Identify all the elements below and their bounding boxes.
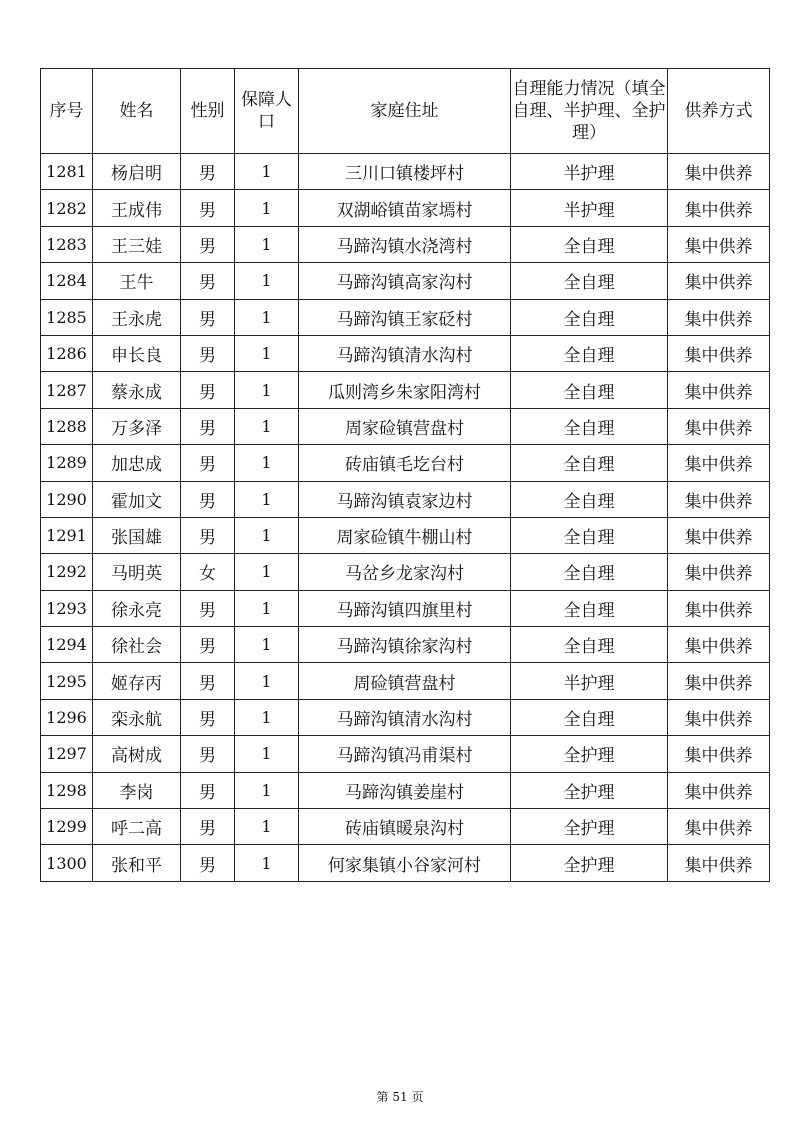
cell-covered: 1 xyxy=(235,263,299,299)
cell-name: 万多泽 xyxy=(93,408,181,444)
cell-support: 集中供养 xyxy=(668,736,770,772)
cell-gender: 男 xyxy=(181,627,235,663)
cell-address: 何家集镇小谷家河村 xyxy=(299,845,511,881)
cell-covered: 1 xyxy=(235,408,299,444)
cell-index: 1289 xyxy=(41,445,93,481)
table-row xyxy=(41,845,770,881)
header-index: 序号 xyxy=(41,69,93,154)
cell-support: 集中供养 xyxy=(668,699,770,735)
cell-support: 集中供养 xyxy=(668,226,770,262)
cell-covered: 1 xyxy=(235,372,299,408)
table-row xyxy=(41,190,770,226)
cell-index: 1281 xyxy=(41,154,93,190)
cell-ability: 全自理 xyxy=(511,481,668,517)
table-row xyxy=(41,226,770,262)
cell-covered: 1 xyxy=(235,809,299,845)
cell-ability: 全自理 xyxy=(511,263,668,299)
cell-ability: 全自理 xyxy=(511,335,668,371)
cell-ability: 全自理 xyxy=(511,517,668,553)
page-number: 第 51 页 xyxy=(376,1090,424,1104)
cell-gender: 男 xyxy=(181,772,235,808)
cell-name: 李岗 xyxy=(93,772,181,808)
cell-support: 集中供养 xyxy=(668,845,770,881)
table-row xyxy=(41,445,770,481)
cell-name: 申长良 xyxy=(93,335,181,371)
cell-address: 三川口镇楼坪村 xyxy=(299,154,511,190)
cell-covered: 1 xyxy=(235,845,299,881)
cell-gender: 男 xyxy=(181,590,235,626)
cell-index: 1290 xyxy=(41,481,93,517)
cell-index: 1294 xyxy=(41,627,93,663)
cell-address: 双湖峪镇苗家墕村 xyxy=(299,190,511,226)
table-row xyxy=(41,699,770,735)
cell-support: 集中供养 xyxy=(668,372,770,408)
cell-ability: 全自理 xyxy=(511,590,668,626)
cell-gender: 男 xyxy=(181,226,235,262)
cell-index: 1295 xyxy=(41,663,93,699)
cell-covered: 1 xyxy=(235,154,299,190)
cell-address: 马岔乡龙家沟村 xyxy=(299,554,511,590)
cell-covered: 1 xyxy=(235,226,299,262)
cell-address: 马蹄沟镇王家砭村 xyxy=(299,299,511,335)
cell-name: 呼二高 xyxy=(93,809,181,845)
cell-name: 加忠成 xyxy=(93,445,181,481)
table-row xyxy=(41,154,770,190)
cell-name: 马明英 xyxy=(93,554,181,590)
cell-support: 集中供养 xyxy=(668,554,770,590)
cell-support: 集中供养 xyxy=(668,154,770,190)
cell-address: 马蹄沟镇清水沟村 xyxy=(299,335,511,371)
cell-ability: 全护理 xyxy=(511,809,668,845)
cell-covered: 1 xyxy=(235,554,299,590)
cell-address: 周硷镇营盘村 xyxy=(299,663,511,699)
cell-gender: 男 xyxy=(181,517,235,553)
cell-ability: 全护理 xyxy=(511,772,668,808)
cell-name: 王三娃 xyxy=(93,226,181,262)
cell-index: 1286 xyxy=(41,335,93,371)
cell-support: 集中供养 xyxy=(668,517,770,553)
cell-name: 王牛 xyxy=(93,263,181,299)
cell-ability: 全自理 xyxy=(511,554,668,590)
cell-name: 姬存丙 xyxy=(93,663,181,699)
cell-index: 1292 xyxy=(41,554,93,590)
cell-name: 杨启明 xyxy=(93,154,181,190)
cell-address: 马蹄沟镇袁家边村 xyxy=(299,481,511,517)
cell-gender: 男 xyxy=(181,372,235,408)
cell-gender: 男 xyxy=(181,445,235,481)
cell-name: 徐社会 xyxy=(93,627,181,663)
cell-index: 1282 xyxy=(41,190,93,226)
cell-name: 张和平 xyxy=(93,845,181,881)
cell-address: 砖庙镇暖泉沟村 xyxy=(299,809,511,845)
table-row xyxy=(41,299,770,335)
header-support: 供养方式 xyxy=(668,69,770,154)
header-gender: 性别 xyxy=(181,69,235,154)
cell-address: 马蹄沟镇姜崖村 xyxy=(299,772,511,808)
cell-ability: 全自理 xyxy=(511,372,668,408)
table-row xyxy=(41,335,770,371)
cell-covered: 1 xyxy=(235,445,299,481)
cell-index: 1298 xyxy=(41,772,93,808)
cell-support: 集中供养 xyxy=(668,335,770,371)
cell-support: 集中供养 xyxy=(668,299,770,335)
cell-address: 砖庙镇毛圪台村 xyxy=(299,445,511,481)
table-row xyxy=(41,372,770,408)
cell-address: 马蹄沟镇四旗里村 xyxy=(299,590,511,626)
cell-gender: 男 xyxy=(181,190,235,226)
cell-index: 1300 xyxy=(41,845,93,881)
cell-name: 高树成 xyxy=(93,736,181,772)
cell-address: 周家硷镇营盘村 xyxy=(299,408,511,444)
cell-address: 马蹄沟镇高家沟村 xyxy=(299,263,511,299)
roster-body xyxy=(41,154,770,882)
cell-gender: 男 xyxy=(181,699,235,735)
cell-support: 集中供养 xyxy=(668,445,770,481)
cell-gender: 男 xyxy=(181,335,235,371)
cell-gender: 男 xyxy=(181,263,235,299)
cell-index: 1296 xyxy=(41,699,93,735)
cell-support: 集中供养 xyxy=(668,481,770,517)
cell-gender: 男 xyxy=(181,663,235,699)
cell-ability: 半护理 xyxy=(511,663,668,699)
cell-ability: 半护理 xyxy=(511,154,668,190)
cell-address: 马蹄沟镇水浇湾村 xyxy=(299,226,511,262)
cell-name: 蔡永成 xyxy=(93,372,181,408)
cell-gender: 男 xyxy=(181,845,235,881)
header-ability: 自理能力情况（填全自理、半护理、全护理） xyxy=(511,69,668,154)
cell-covered: 1 xyxy=(235,590,299,626)
cell-gender: 男 xyxy=(181,299,235,335)
cell-support: 集中供养 xyxy=(668,408,770,444)
cell-gender: 女 xyxy=(181,554,235,590)
cell-address: 马蹄沟镇清水沟村 xyxy=(299,699,511,735)
cell-ability: 半护理 xyxy=(511,190,668,226)
cell-name: 霍加文 xyxy=(93,481,181,517)
cell-support: 集中供养 xyxy=(668,590,770,626)
cell-name: 王成伟 xyxy=(93,190,181,226)
cell-name: 张国雄 xyxy=(93,517,181,553)
cell-covered: 1 xyxy=(235,190,299,226)
cell-name: 王永虎 xyxy=(93,299,181,335)
cell-address: 周家硷镇牛棚山村 xyxy=(299,517,511,553)
cell-ability: 全护理 xyxy=(511,736,668,772)
cell-index: 1288 xyxy=(41,408,93,444)
cell-support: 集中供养 xyxy=(668,190,770,226)
table-row xyxy=(41,517,770,553)
cell-support: 集中供养 xyxy=(668,627,770,663)
header-name: 姓名 xyxy=(93,69,181,154)
table-row xyxy=(41,663,770,699)
header-row xyxy=(41,69,770,154)
cell-covered: 1 xyxy=(235,772,299,808)
cell-index: 1287 xyxy=(41,372,93,408)
cell-support: 集中供养 xyxy=(668,772,770,808)
table-row xyxy=(41,408,770,444)
cell-index: 1297 xyxy=(41,736,93,772)
cell-support: 集中供养 xyxy=(668,663,770,699)
cell-ability: 全护理 xyxy=(511,845,668,881)
cell-name: 徐永亮 xyxy=(93,590,181,626)
cell-ability: 全自理 xyxy=(511,299,668,335)
cell-covered: 1 xyxy=(235,335,299,371)
cell-address: 瓜则湾乡朱家阳湾村 xyxy=(299,372,511,408)
table-row xyxy=(41,554,770,590)
cell-covered: 1 xyxy=(235,663,299,699)
cell-covered: 1 xyxy=(235,299,299,335)
cell-support: 集中供养 xyxy=(668,809,770,845)
cell-address: 马蹄沟镇冯甫渠村 xyxy=(299,736,511,772)
cell-index: 1284 xyxy=(41,263,93,299)
cell-index: 1293 xyxy=(41,590,93,626)
cell-ability: 全自理 xyxy=(511,408,668,444)
cell-gender: 男 xyxy=(181,481,235,517)
header-covered: 保障人口 xyxy=(235,69,299,154)
cell-support: 集中供养 xyxy=(668,263,770,299)
cell-gender: 男 xyxy=(181,154,235,190)
cell-address: 马蹄沟镇徐家沟村 xyxy=(299,627,511,663)
cell-gender: 男 xyxy=(181,809,235,845)
table-row xyxy=(41,263,770,299)
table-row xyxy=(41,481,770,517)
cell-covered: 1 xyxy=(235,699,299,735)
cell-gender: 男 xyxy=(181,736,235,772)
cell-covered: 1 xyxy=(235,481,299,517)
table-row xyxy=(41,772,770,808)
cell-index: 1283 xyxy=(41,226,93,262)
header-address: 家庭住址 xyxy=(299,69,511,154)
table-row xyxy=(41,627,770,663)
cell-ability: 全自理 xyxy=(511,226,668,262)
cell-index: 1291 xyxy=(41,517,93,553)
cell-index: 1299 xyxy=(41,809,93,845)
cell-covered: 1 xyxy=(235,627,299,663)
table-row xyxy=(41,809,770,845)
roster-table xyxy=(40,68,770,882)
cell-covered: 1 xyxy=(235,517,299,553)
cell-covered: 1 xyxy=(235,736,299,772)
cell-gender: 男 xyxy=(181,408,235,444)
cell-ability: 全自理 xyxy=(511,445,668,481)
cell-name: 栾永航 xyxy=(93,699,181,735)
cell-ability: 全自理 xyxy=(511,627,668,663)
table-row xyxy=(41,590,770,626)
cell-index: 1285 xyxy=(41,299,93,335)
cell-ability: 全自理 xyxy=(511,699,668,735)
table-row xyxy=(41,736,770,772)
